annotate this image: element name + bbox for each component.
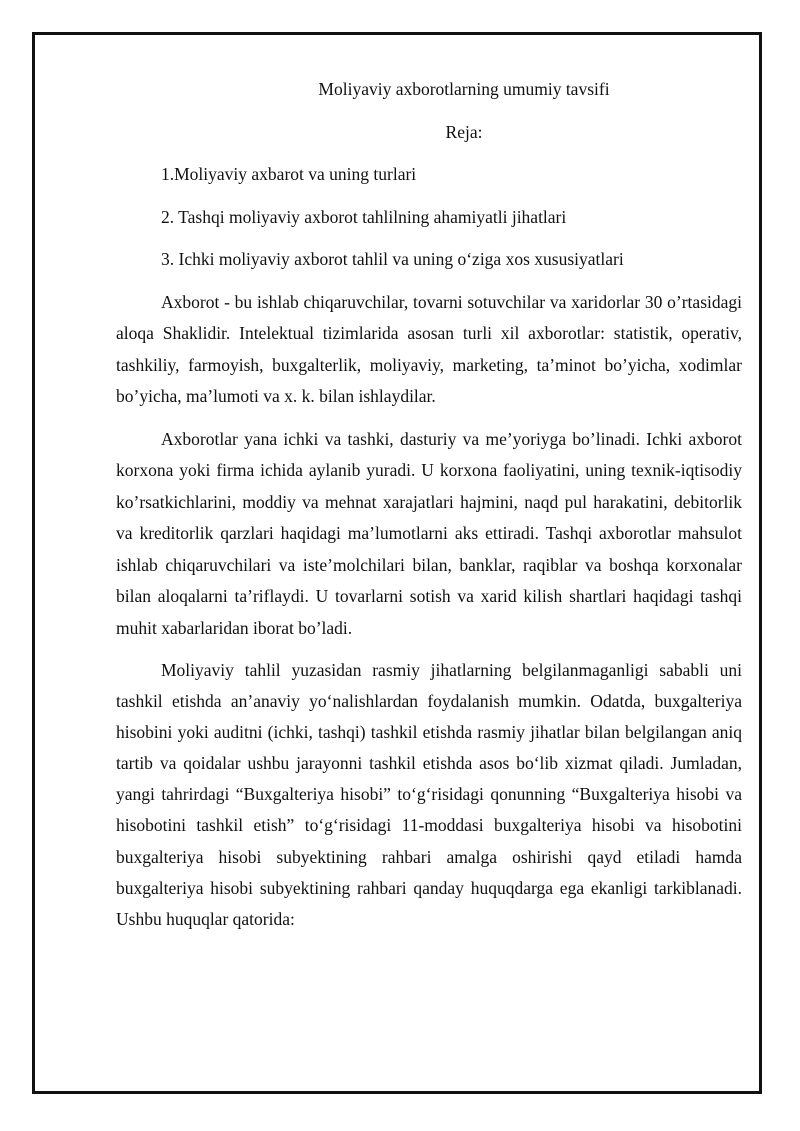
plan-item-3: 3. Ichki moliyaviy axborot tahlil va uning oʻziga xos xususiyatlari bbox=[161, 249, 624, 269]
paragraph-axborot-types: Axborotlar yana ichki va tashki, dasturiy va me’yoriyga bo’linadi. Ichki axborot korxona yoki firma ichida aylanib yuradi. U korxona faoliyatini, uning texnik-iqtisodiy ko’rsatkichlarini, moddiy va mehnat xarajatlari hajmini, naqd pul harakatini, debitorlik va kreditorlik qarzlari haqidagi ma’lumotlarni aks ettiradi. Tashqi axborotlar mahsulot ishlab chiqaruvchilari va iste’molchilari bilan, banklar, raqiblar va boshqa korxonalar bilan aloqalarni ta’riflaydi. U tovarlarni sotish va xarid kilish shartlari haqidagi tashqi muhit xabarlaridan iborat bo’ladi. bbox=[116, 428, 742, 638]
document-title: Moliyaviy axborotlarning umumiy tavsifi bbox=[318, 79, 610, 99]
paragraph-axborot-definition: Axborot - bu ishlab chiqaruvchilar, tovarni sotuvchilar va xaridorlar 30 o’rtasidagi aloqa Shaklidir. Intelektual tizimlarida asosan turli xil axborotlar: statistik, operativ, tashkiliy, farmoyish, buxgalterlik, moliyaviy, marketing, ta’minot bo’yicha, xodimlar bo’yicha, ma’lumoti va x. k. bilan ishlaydilar. bbox=[116, 291, 742, 406]
plan-heading: Reja: bbox=[445, 121, 483, 142]
document-body bbox=[116, 74, 742, 946]
paragraph-financial-analysis: Moliyaviy tahlil yuzasidan rasmiy jihatlarning belgilanmaganligi sababli uni tashkil etishda an’anaviy yoʻnalishlardan foydalanish mumkin. Odatda, buxgalteriya hisobini yoki auditni (ichki, tashqi) tashkil etishda rasmiy jihatlar bilan belgilangan aniq tartib va qoidalar ushbu jarayonni tashkil etishda asos boʻlib xizmat qiladi. Jumladan, yangi tahrirdagi “Buxgalteriya hisobi” toʻgʻrisidagi qonunning “Buxgalteriya hisobi va hisobotini tashkil etish” toʻgʻrisidagi 11-moddasi buxgalteriya hisobi va hisobotini buxgalteriya hisobi subyektining rahbari amalga oshirishi qayd etiladi hamda buxgalteriya hisobi subyektining rahbari qanday huquqdarga ega ekanligi tarkiblanadi. Ushbu huquqlar qatorida: bbox=[116, 660, 742, 929]
plan-item-2: 2. Tashqi moliyaviy axborot tahlilning ahamiyatli jihatlari bbox=[161, 206, 567, 227]
plan-item-1: 1.Moliyaviy axbarot va uning turlari bbox=[161, 164, 417, 184]
